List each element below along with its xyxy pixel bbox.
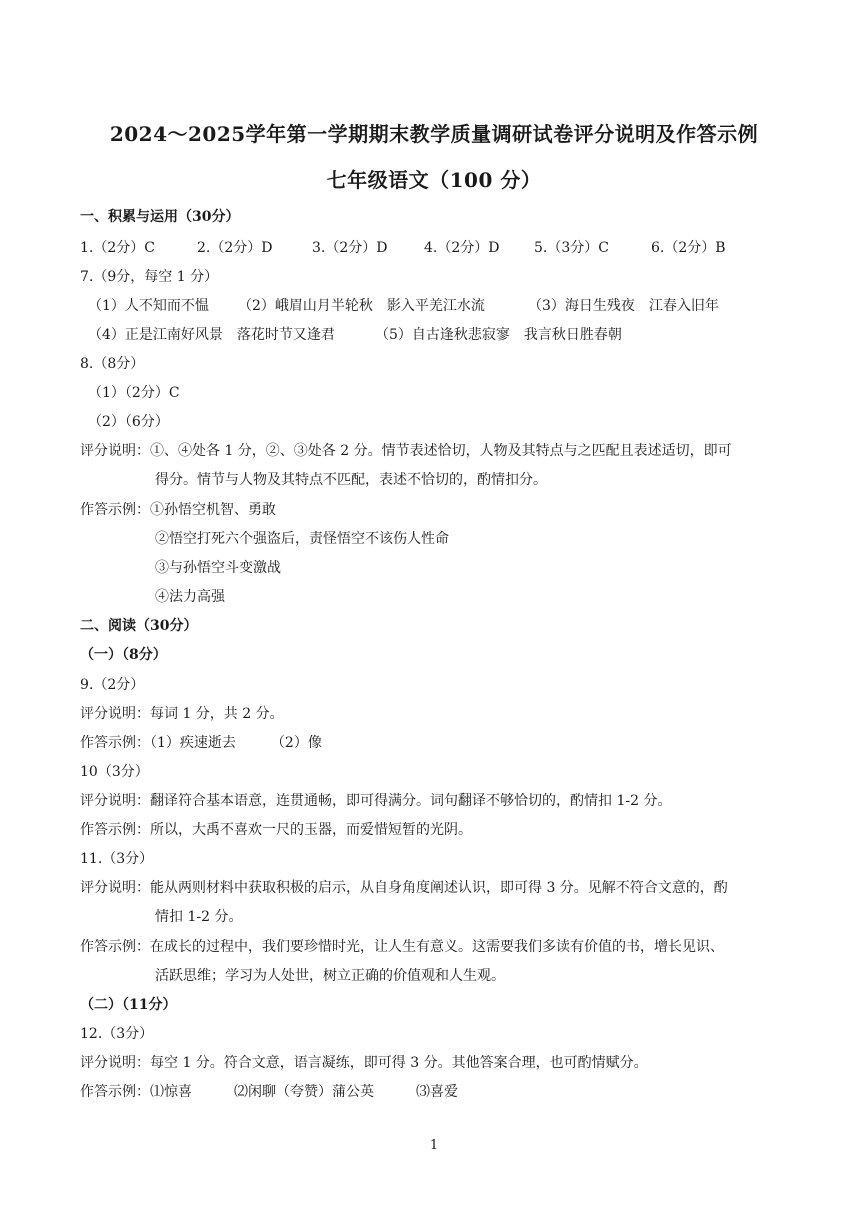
sample-answer-item: ③与孙悟空斗变激战 xyxy=(155,560,281,576)
sample-answer: 作答示例：①孙悟空机智、勇敢 xyxy=(80,502,276,518)
question-header: 12.（3分） xyxy=(80,1026,154,1042)
subsection-heading: （二）（11分） xyxy=(80,997,177,1013)
document-title: 2024～2025学年第一学期期末教学质量调研试卷评分说明及作答示例 xyxy=(109,122,759,146)
document-subtitle: 七年级语文（100 分） xyxy=(326,168,542,192)
question-header: 10（3分） xyxy=(80,764,149,780)
answer-item: 1.（2分）C xyxy=(80,240,155,256)
answer-item: 5.（3分）C xyxy=(534,240,609,256)
scoring-note-continued: 情扣 1-2 分。 xyxy=(155,909,243,925)
section-heading: 一、积累与运用（30分） xyxy=(80,209,240,225)
answer-item: （1）人不知而不愠 xyxy=(88,298,209,314)
scoring-note: 评分说明：能从两则材料中获取积极的启示，从自身角度阐述认识，即可得 3 分。见解不符合文意的，酌 xyxy=(80,880,728,896)
sample-answer: 作答示例：（1）疾速逝去 （2）像 xyxy=(80,735,322,751)
page-number: 1 xyxy=(429,1138,439,1153)
scoring-note-continued: 得分。情节与人物及其特点不匹配，表述不恰切的，酌情扣分。 xyxy=(155,472,547,488)
answer-item: （5）自古逢秋悲寂寥 我言秋日胜春朝 xyxy=(375,327,622,343)
answer-item: 6.（2分）B xyxy=(651,240,726,256)
question-header: 8.（8分） xyxy=(80,356,145,372)
section-heading: 二、阅读（30分） xyxy=(80,618,198,634)
sample-answer-item: ②悟空打死六个强盗后，责怪悟空不该伤人性命 xyxy=(155,531,449,547)
subsection-heading: （一）（8分） xyxy=(80,647,167,663)
answer-item: （4）正是江南好风景 落花时节又逢君 xyxy=(88,327,335,343)
answer-item: 3.（2分）D xyxy=(312,240,388,256)
sample-answer: 作答示例：⑴惊喜 ⑵闲聊（夸赞）蒲公英 ⑶喜爱 xyxy=(80,1084,458,1100)
sample-answer-item: ④法力高强 xyxy=(155,589,225,605)
sample-answer-continued: 活跃思维；学习为人处世，树立正确的价值观和人生观。 xyxy=(155,968,505,984)
answer-item: （2）峨眉山月半轮秋 影入平羌江水流 xyxy=(238,298,485,314)
question-header: 11.（3分） xyxy=(80,851,154,867)
answer-row xyxy=(80,238,155,258)
scoring-note: 评分说明：每空 1 分。符合文意，语言凝练，即可得 3 分。其他答案合理，也可酌情赋分。 xyxy=(80,1055,648,1071)
scoring-note: 评分说明：翻译符合基本语意，连贯通畅，即可得满分。词句翻译不够恰切的，酌情扣 1-2 分。 xyxy=(80,793,672,809)
sample-answer: 作答示例：在成长的过程中，我们要珍惜时光，让人生有意义。这需要我们多读有价值的书，增长见识、 xyxy=(80,939,724,955)
answer-item: 4.（2分）D xyxy=(424,240,500,256)
answer-item: （2）（6分） xyxy=(88,414,169,430)
sample-answer: 作答示例：所以，大禹不喜欢一尺的玉器，而爱惜短暂的光阴。 xyxy=(80,822,472,838)
question-header: 7.（9分，每空 1 分） xyxy=(80,269,219,285)
question-header: 9.（2分） xyxy=(80,677,145,693)
answer-item: （1）（2分）C xyxy=(88,385,180,401)
scoring-note: 评分说明：①、④处各 1 分，②、③处各 2 分。情节表述恰切，人物及其特点与之匹配且表述适切，即可 xyxy=(80,443,732,459)
answer-item: 2.（2分）D xyxy=(197,240,273,256)
scoring-note: 评分说明：每词 1 分，共 2 分。 xyxy=(80,706,284,722)
answer-item: （3）海日生残夜 江春入旧年 xyxy=(528,298,719,314)
